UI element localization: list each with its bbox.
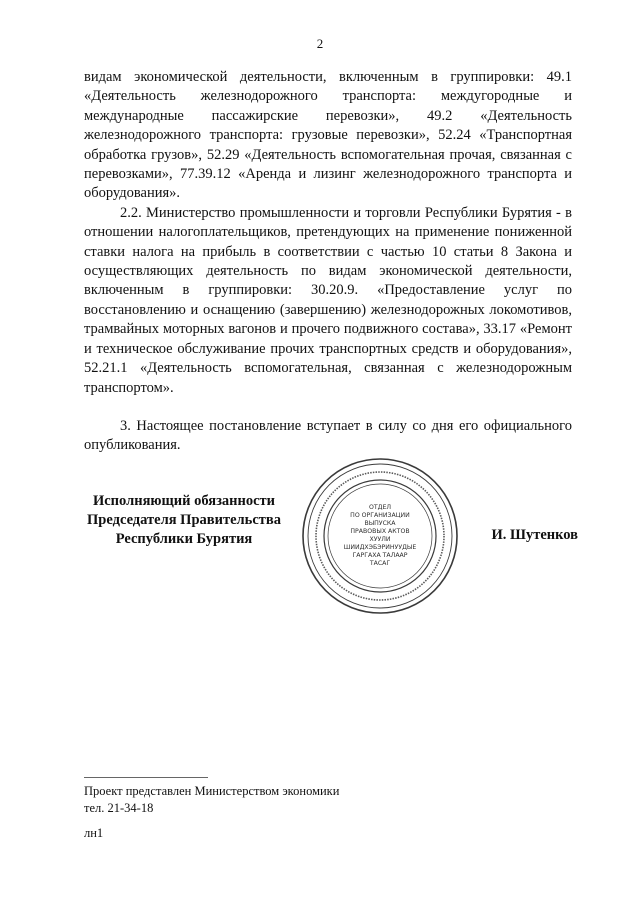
signatory-title-line-1: Исполняющий обязанности bbox=[92, 493, 276, 509]
document-body bbox=[84, 68, 572, 456]
paragraph-continuation: видам экономической деятельности, включенным в группировки: 49.1 «Деятельность железнодорожного транспорта: междугородные и международные пассажирские перевозки», 49.2 «Деятельность железнодорожного транспорта: грузовые перевозки», 52.24 «Транспортная обработка грузов», 52.29 «Деятельность вспомогательная прочая, связанная с перевозками», 77.39.12 «Аренда и лизинг железнодорожного транспорта и оборудования». bbox=[84, 69, 572, 202]
stamp-text-1: ОТДЕЛ bbox=[368, 504, 392, 511]
page-number: 2 bbox=[316, 36, 324, 51]
footnote-phone: тел. 21-34-18 bbox=[84, 801, 154, 815]
signatory-title-line-3: Республики Бурятия bbox=[115, 531, 253, 547]
stamp-text-4: ПРАВОВЫХ АКТОВ bbox=[350, 528, 410, 535]
paragraph-2-2: 2.2. Министерство промышленности и торговли Республики Бурятия - в отношении налогоплательщиков, претендующих на применение пониженной ставки налога на прибыль в соответствии с частью 10 статьи 8 Закона и осуществляющих деятельность по видам экономической деятельности, включенным в группировки: 30.20.9. «Предоставление услуг по восстановлению и оснащению (завершению) железнодорожных локомотивов, трамвайных моторных вагонов и прочего подвижного состава», 33.17 «Ремонт и техническое обслуживание прочих транспортных средств и оборудования», 52.21.1 «Деятельность вспомогательная, связанная с железнодорожным транспортом». bbox=[84, 204, 572, 396]
stamp-text-7: ГАРГАХА ТАЛААР bbox=[352, 552, 408, 559]
footnote-code: лн1 bbox=[84, 826, 104, 840]
stamp-text-8: ТАСАГ bbox=[369, 560, 391, 567]
footnote bbox=[84, 783, 339, 842]
stamp-text-5: ХУУЛИ bbox=[369, 536, 391, 543]
signatory-title bbox=[70, 492, 298, 549]
stamp-text-6: ШИИДХЭБЭРИНУУДЫЕ bbox=[343, 544, 417, 551]
footnote-divider bbox=[84, 777, 208, 778]
signatory-name: И. Шутенков bbox=[491, 527, 578, 543]
stamp-text-3: ВЫПУСКА bbox=[364, 520, 396, 527]
footnote-project-note: Проект представлен Министерством экономики bbox=[84, 784, 340, 798]
official-seal-stamp bbox=[300, 456, 460, 616]
signatory-title-line-2: Председателя Правительства bbox=[87, 512, 281, 528]
paragraph-3: 3. Настоящее постановление вступает в силу со дня его официального опубликования. bbox=[84, 417, 572, 454]
stamp-text-2: ПО ОРГАНИЗАЦИИ bbox=[350, 512, 410, 519]
